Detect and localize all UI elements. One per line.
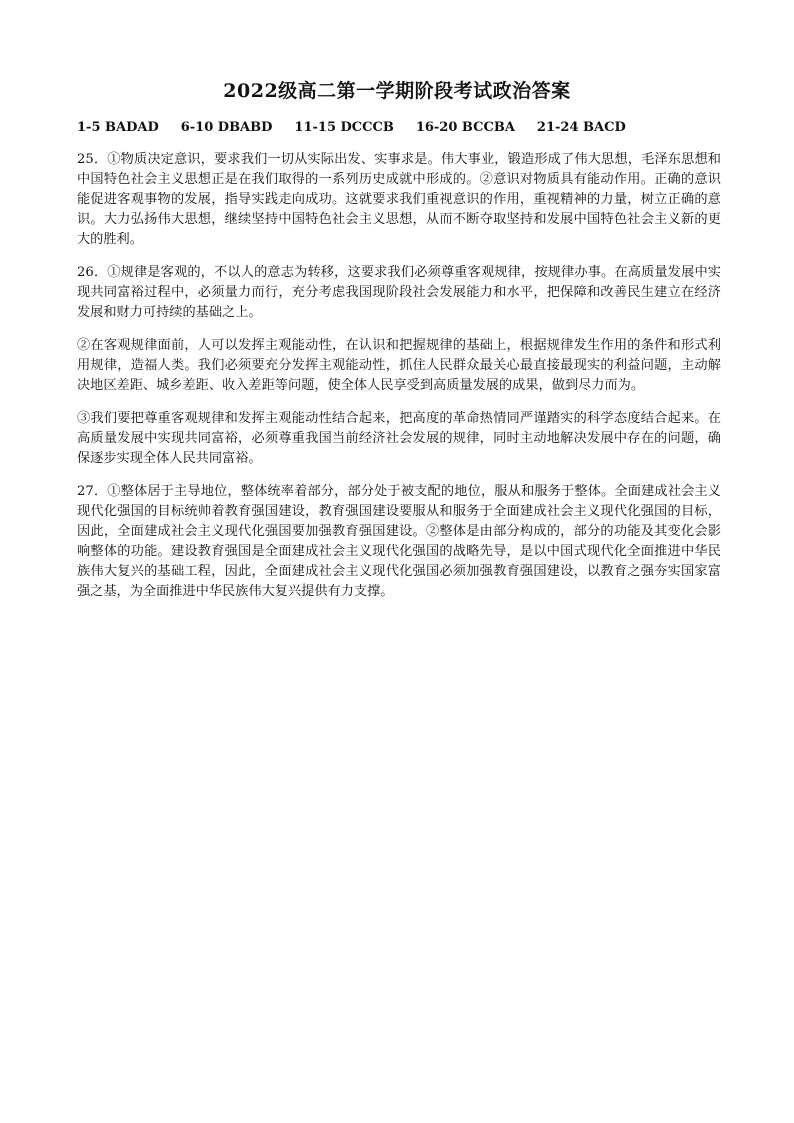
answer-key-group-2: 6-10 DBABD (180, 120, 273, 135)
answer-26-point-3: ③我们要把尊重客观规律和发挥主观能动性结合起来，把高度的革命热情同严谨踏实的科学态度结合起来。在高质量发展中实现共同富裕，必须尊重我国当前经济社会发展的规律，同时主动地解决发展中存在的问题，确保逐步实现全体人民共同富裕。 (77, 411, 721, 466)
answer-26-point-1: 26．①规律是客观的，不以人的意志为转移，这要求我们必须尊重客观规律，按规律办事。在高质量发展中实现共同富裕过程中，必须量力而行，充分考虑我国现阶段社会发展能力和水平，把保障和改善民生建立在经济发展和财力可持续的基础之上。 (77, 265, 721, 320)
document-title: 2022级高二第一学期阶段考试政治答案 (223, 80, 571, 102)
answer-key-group-1: 1-5 BADAD (77, 120, 159, 135)
answer-content (77, 150, 721, 615)
answer-26-point-2: ②在客观规律面前，人可以发挥主观能动性，在认识和把握规律的基础上，根据规律发生作用的条件和形式利用规律，造福人类。我们必须要充分发挥主观能动性，抓住人民群众最关心最直接最现实的利益问题，主动解决地区差距、城乡差距、收入差距等问题，使全体人民享受到高质量发展的成果，做到尽力而为。 (77, 338, 721, 393)
answer-key-group-5: 21-24 BACD (536, 120, 626, 135)
answer-key-group-3: 11-15 DCCCB (294, 120, 394, 135)
answer-key-line (77, 118, 717, 138)
answer-key-group-4: 16-20 BCCBA (415, 120, 515, 135)
answer-25: 25．①物质决定意识，要求我们一切从实际出发、实事求是。伟大事业，锻造形成了伟大思想，毛泽东思想和中国特色社会主义思想正是在我们取得的一系列历史成就中形成的。②意识对物质具有能动作用。正确的意识能促进客观事物的发展，指导实践走向成功。这就要求我们重视意识的作用，重视精神的力量，树立正确的意识。大力弘扬伟大思想，继续坚持中国特色社会主义思想，从而不断夺取坚持和发展中国特色社会主义新的更大的胜利。 (77, 152, 721, 247)
answer-27: 27．①整体居于主导地位，整体统率着部分，部分处于被支配的地位，服从和服务于整体。全面建成社会主义现代化强国的目标统帅着教育强国建设，教育强国建设要服从和服务于全面建成社会主义现代化强国的目标，因此，全面建成社会主义现代化强国要加强教育强国建设。②整体是由部分构成的，部分的功能及其变化会影响整体的功能。建设教育强国是全面建成社会主义现代化强国的战略先导，是以中国式现代化全面推进中华民族伟大复兴的基础工程，因此，全面建成社会主义现代化强国必须加强教育强国建设，以教育之强夯实国家富强之基，为全面推进中华民族伟大复兴提供有力支撑。 (77, 484, 721, 599)
